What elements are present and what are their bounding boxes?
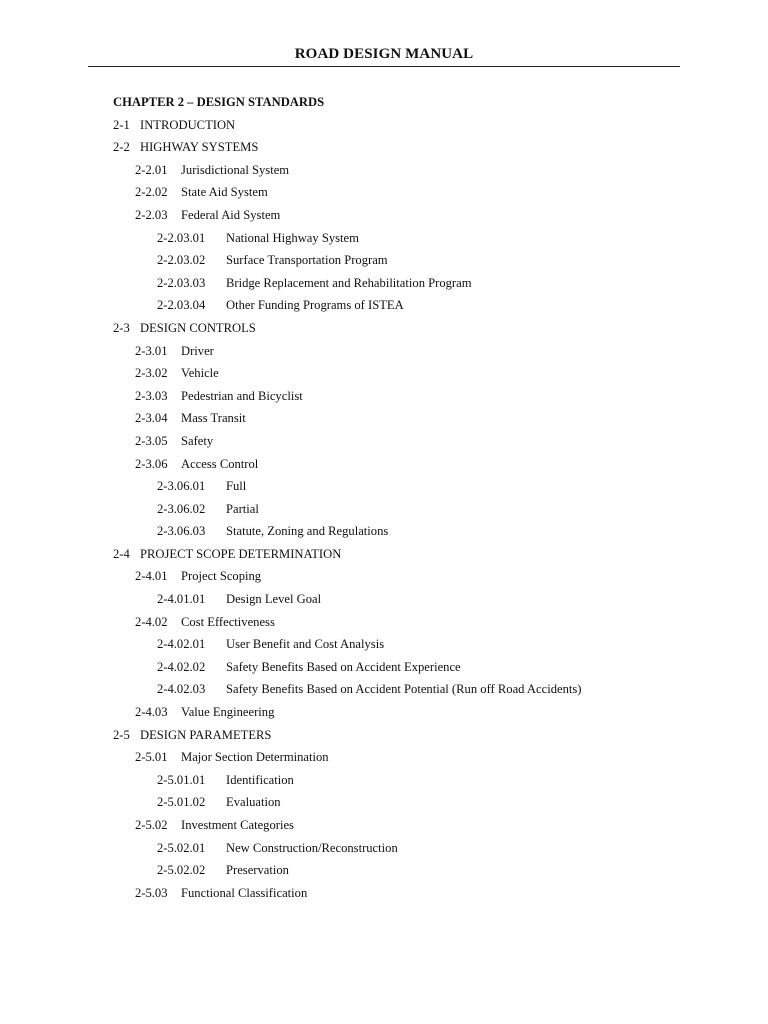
toc-entry-label: Federal Aid System	[181, 207, 281, 222]
toc-entry-level-3	[0, 634, 768, 657]
toc-entry-number: 2-3.06	[135, 456, 168, 471]
toc-entry-number: 2-4.01.01	[157, 592, 206, 607]
toc-entry-label: Identification	[226, 772, 294, 787]
toc-entry-level-3	[0, 228, 768, 251]
toc-entry-number: 2-5.01.02	[157, 795, 206, 810]
toc-entry-level-2	[0, 205, 768, 228]
toc-entry-label: New Construction/Reconstruction	[226, 840, 398, 855]
toc-entry-label: Mass Transit	[181, 411, 246, 426]
toc-entry-level-3	[0, 589, 768, 612]
toc-entry-label: Investment Categories	[181, 818, 294, 832]
toc-entry-number: 2-3.01	[135, 343, 168, 358]
toc-entry-label: User Benefit and Cost Analysis	[226, 637, 385, 652]
toc-entry-number: 2-4.02.01	[157, 637, 206, 652]
toc-entry-level-3	[0, 770, 768, 793]
toc-entry-number: 2-3.02	[135, 366, 168, 381]
toc-entry-level-2	[0, 454, 768, 477]
toc-entry-label: Surface Transportation Program	[226, 253, 388, 268]
toc-entry-level-2	[0, 431, 768, 454]
toc-entry-level-2	[0, 363, 768, 386]
toc-entry-number: 2-2.01	[135, 162, 168, 177]
toc-entry-number: 2-4.01	[135, 569, 168, 584]
toc-entry-label: Functional Classification	[181, 885, 308, 900]
toc-entry-number: 2-2.02	[135, 185, 168, 200]
toc-entry-level-3	[0, 521, 768, 544]
toc-entry-number: 2-2.03.04	[157, 298, 206, 313]
toc-entry-level-3	[0, 838, 768, 861]
toc-entry-label: Preservation	[226, 863, 289, 878]
toc-entry-level-2	[0, 408, 768, 431]
toc-entry-level-2	[0, 566, 768, 589]
toc-entry-number: 2-2.03	[135, 207, 168, 222]
toc-entry-number: 2-5	[113, 727, 130, 742]
toc-entry-number: 2-1	[113, 117, 130, 132]
toc-entry-number: 2-4.02	[135, 614, 168, 629]
toc-entry-number: 2-3.04	[135, 411, 168, 426]
toc-entry-number: 2-5.02	[135, 818, 168, 832]
toc-entry-number: 2-5.02.02	[157, 863, 206, 878]
toc-entry-label: Safety	[181, 433, 214, 448]
toc-entry-label: Other Funding Programs of ISTEA	[226, 298, 404, 313]
toc-entry-label: HIGHWAY SYSTEMS	[140, 140, 259, 155]
toc-entry-number: 2-3.06.01	[157, 479, 206, 494]
toc-entry-label: Bridge Replacement and Rehabilitation Program	[226, 275, 472, 290]
toc-entry-number: 2-2	[113, 140, 130, 155]
toc-entry-level-3	[0, 295, 768, 318]
toc-entry-label: Access Control	[181, 456, 259, 471]
toc-entry-label: Safety Benefits Based on Accident Potential (Run off Road Accidents)	[226, 682, 582, 697]
toc-entry-number: 2-2.03.03	[157, 275, 206, 290]
toc-entry-level-2	[0, 160, 768, 183]
toc-entry-level-1	[0, 725, 768, 748]
toc-entry-label: Cost Effectiveness	[181, 614, 275, 629]
page-header-title: ROAD DESIGN MANUAL	[294, 46, 474, 62]
toc-entry-number: 2-5.02.01	[157, 840, 206, 855]
toc-entry-level-3	[0, 476, 768, 499]
toc-entry-label: Partial	[226, 501, 259, 516]
toc-entry-number: 2-4.02.02	[157, 659, 206, 674]
toc-entry-number: 2-2.03.01	[157, 230, 206, 245]
chapter-heading	[0, 92, 768, 115]
toc-entry-level-2	[0, 182, 768, 205]
toc-entry-level-2	[0, 702, 768, 725]
toc-entry-label: Statute, Zoning and Regulations	[226, 524, 389, 539]
chapter-title: CHAPTER 2 – DESIGN STANDARDS	[113, 95, 325, 109]
toc-entry-level-2	[0, 883, 768, 906]
toc-entry-label: Value Engineering	[181, 705, 275, 720]
toc-entry-label: Safety Benefits Based on Accident Experience	[226, 659, 461, 674]
toc-entry-label: Major Section Determination	[181, 750, 329, 765]
toc-entry-level-2	[0, 747, 768, 770]
toc-entry-label: Evaluation	[226, 795, 281, 810]
toc-entry-label: Full	[226, 479, 247, 494]
toc-entry-number: 2-4	[113, 546, 130, 561]
toc-entry-level-1	[0, 115, 768, 138]
toc-entry-number: 2-3.06.02	[157, 501, 206, 516]
toc-entry-level-3	[0, 657, 768, 680]
toc-entry-level-3	[0, 792, 768, 815]
toc-entry-level-2	[0, 341, 768, 364]
toc-entry-number: 2-3.05	[135, 433, 168, 448]
header-rule	[88, 66, 680, 67]
toc-entry-label: Jurisdictional System	[181, 162, 290, 177]
toc-entry-level-1	[0, 137, 768, 160]
toc-entry-level-3	[0, 250, 768, 273]
toc-entry-number: 2-5.01	[135, 750, 168, 765]
toc-entry-level-1	[0, 318, 768, 341]
toc-entry-number: 2-5.03	[135, 885, 168, 900]
toc-entry-label: State Aid System	[181, 185, 268, 200]
toc-entry-label: Design Level Goal	[226, 592, 322, 607]
toc-entry-level-3	[0, 273, 768, 296]
table-of-contents	[0, 92, 768, 905]
toc-entry-level-3	[0, 860, 768, 883]
toc-entry-number: 2-4.03	[135, 705, 168, 720]
toc-entry-label: National Highway System	[226, 230, 359, 245]
toc-entry-label: Vehicle	[181, 366, 219, 381]
toc-entry-number: 2-4.02.03	[157, 682, 206, 697]
toc-entry-level-3	[0, 679, 768, 702]
toc-entry-number: 2-3	[113, 320, 130, 335]
toc-entry-number: 2-2.03.02	[157, 253, 206, 268]
toc-entry-level-1	[0, 544, 768, 567]
toc-entry-level-3	[0, 499, 768, 522]
toc-entry-level-2	[0, 386, 768, 409]
toc-entry-label: Pedestrian and Bicyclist	[181, 388, 303, 403]
toc-entry-number: 2-3.03	[135, 388, 168, 403]
toc-entry-label: Driver	[181, 343, 214, 358]
toc-entry-label: Project Scoping	[181, 569, 262, 584]
toc-entry-label: INTRODUCTION	[140, 117, 236, 132]
toc-entry-level-2	[0, 612, 768, 635]
toc-entry-label: DESIGN CONTROLS	[140, 320, 256, 335]
toc-entry-label: DESIGN PARAMETERS	[140, 727, 272, 742]
toc-entry-label: PROJECT SCOPE DETERMINATION	[140, 546, 342, 561]
toc-entry-number: 2-5.01.01	[157, 772, 206, 787]
toc-entry-level-2	[0, 815, 768, 838]
toc-entry-number: 2-3.06.03	[157, 524, 206, 539]
